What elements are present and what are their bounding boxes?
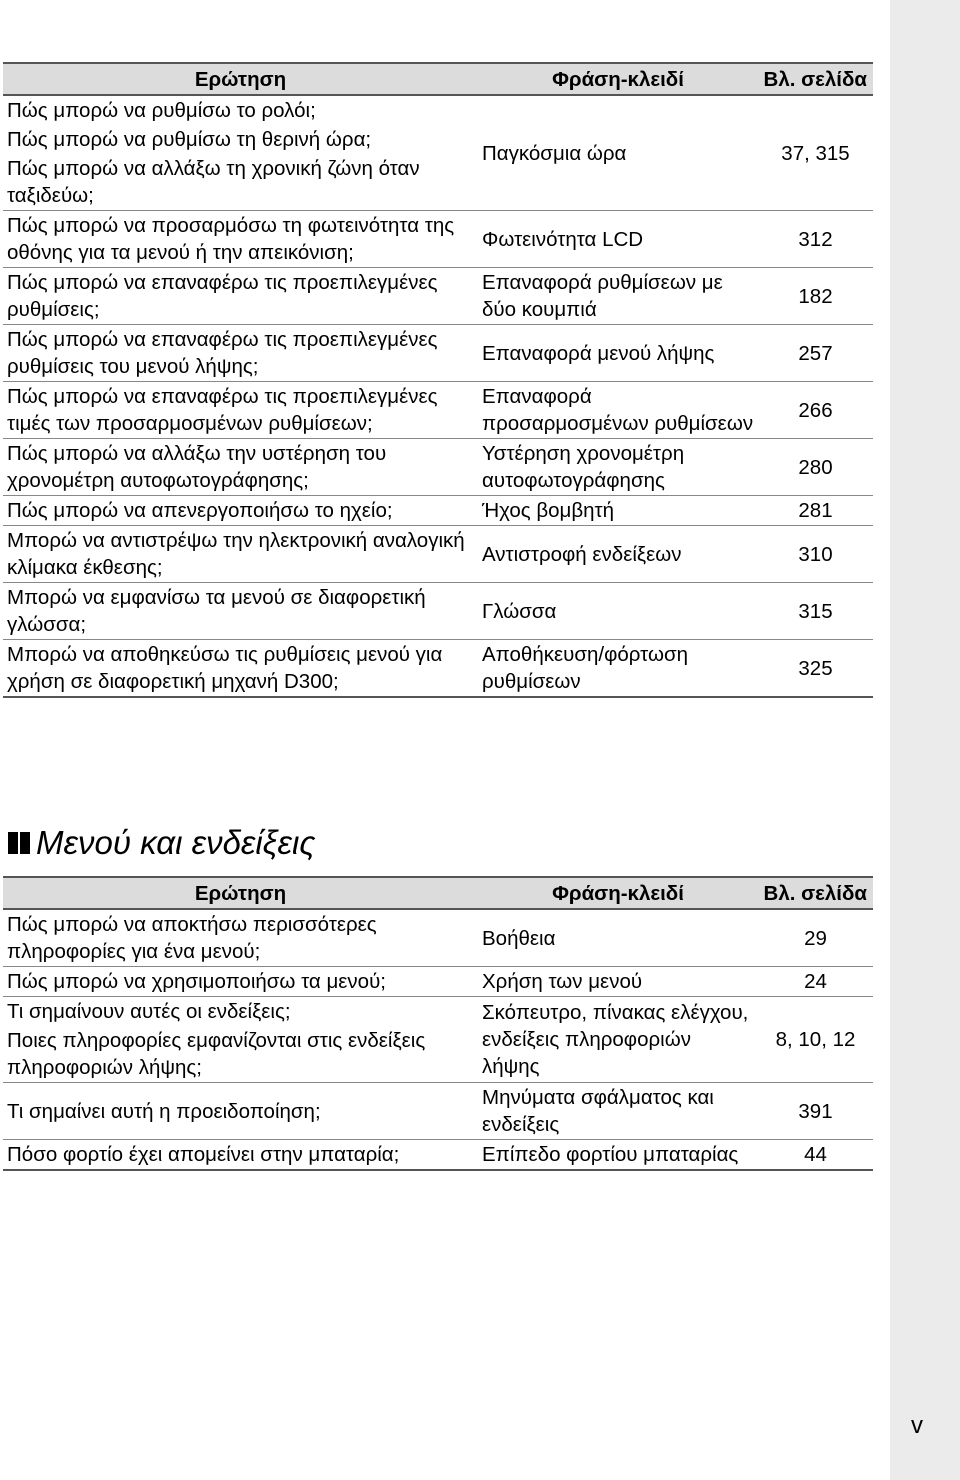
table-row: [3, 1083, 873, 1140]
table-row: [3, 909, 873, 967]
table-row: [3, 997, 873, 1027]
page-cell: 44: [758, 1140, 873, 1171]
keyword-cell: Φωτεινότητα LCD: [478, 211, 758, 268]
table-row: [3, 640, 873, 698]
keyword-cell: Βοήθεια: [478, 909, 758, 967]
page-cell: 266: [758, 382, 873, 439]
keyword-cell: Χρήση των μενού: [478, 967, 758, 997]
page-cell: 310: [758, 526, 873, 583]
header-keyword: Φράση-κλειδί: [478, 877, 758, 909]
page-cell: 257: [758, 325, 873, 382]
header-page: Βλ. σελίδα: [758, 63, 873, 95]
keyword-cell: Επαναφορά ρυθμίσεων με δύο κουμπιά: [478, 268, 758, 325]
faq-table-settings: [3, 62, 873, 698]
page-cell: 280: [758, 439, 873, 496]
page-cell: 325: [758, 640, 873, 698]
section-square-icon: [8, 832, 30, 854]
question-cell: Πώς μπορώ να απενεργοποιήσω το ηχείο;: [3, 496, 478, 526]
table-row: [3, 211, 873, 268]
page-cell: 24: [758, 967, 873, 997]
keyword-cell: Αποθήκευση/φόρτωση ρυθμίσεων: [478, 640, 758, 698]
page-number: v: [911, 1412, 923, 1439]
table-header-row: [3, 877, 873, 909]
table-row: [3, 268, 873, 325]
header-question: Ερώτηση: [3, 63, 478, 95]
question-cell: Πώς μπορώ να αποκτήσω περισσότερες πληροφορίες για ένα μενού;: [3, 909, 478, 967]
side-tab-strip: [890, 0, 960, 1480]
table-header-row: [3, 63, 873, 95]
question-cell: Πόσο φορτίο έχει απομείνει στην μπαταρία;: [3, 1140, 478, 1171]
page-cell: 281: [758, 496, 873, 526]
page-cell: 182: [758, 268, 873, 325]
question-cell: Μπορώ να εμφανίσω τα μενού σε διαφορετική γλώσσα;: [3, 583, 478, 640]
table-row: [3, 526, 873, 583]
keyword-cell: Υστέρηση χρονομέτρη αυτοφωτογράφησης: [478, 439, 758, 496]
header-page: Βλ. σελίδα: [758, 877, 873, 909]
question-cell: Ποιες πληροφορίες εμφανίζονται στις ενδείξεις πληροφοριών λήψης;: [3, 1026, 478, 1083]
page-cell: 315: [758, 583, 873, 640]
table-row: [3, 967, 873, 997]
question-cell: Πώς μπορώ να ρυθμίσω το ρολόι;: [7, 99, 316, 122]
keyword-cell: Ήχος βομβητή: [478, 496, 758, 526]
keyword-cell: Επαναφορά προσαρμοσμένων ρυθμίσεων: [478, 382, 758, 439]
question-cell: Πώς μπορώ να αλλάξω την υστέρηση του χρονομέτρη αυτοφωτογράφησης;: [3, 439, 478, 496]
table-row: [3, 382, 873, 439]
page-cell: 8, 10, 12: [758, 997, 873, 1083]
question-cell: Μπορώ να αποθηκεύσω τις ρυθμίσεις μενού για χρήση σε διαφορετική μηχανή D300;: [3, 640, 478, 698]
section-heading: [8, 824, 315, 862]
table-row: [3, 496, 873, 526]
question-cell: Πώς μπορώ να επαναφέρω τις προεπιλεγμένες ρυθμίσεις του μενού λήψης;: [3, 325, 478, 382]
keyword-cell: Επίπεδο φορτίου μπαταρίας: [478, 1140, 758, 1171]
section-title: Μενού και ενδείξεις: [36, 824, 316, 861]
keyword-cell: Γλώσσα: [478, 583, 758, 640]
question-cell: Τι σημαίνει αυτή η προειδοποίηση;: [3, 1083, 478, 1140]
table-row: [3, 325, 873, 382]
question-cell: Πώς μπορώ να ρυθμίσω τη θερινή ώρα;: [7, 128, 372, 151]
question-cell: Πώς μπορώ να προσαρμόσω τη φωτεινότητα της οθόνης για τα μενού ή την απεικόνιση;: [3, 211, 478, 268]
table-row: [3, 583, 873, 640]
faq-table-menus: [3, 876, 873, 1171]
page-cell: 29: [758, 909, 873, 967]
page-cell: 391: [758, 1083, 873, 1140]
table-row: [3, 439, 873, 496]
keyword-cell: Σκόπευτρο, πίνακας ελέγχου, ενδείξεις πληροφοριών λήψης: [478, 997, 758, 1083]
question-cell: Μπορώ να αντιστρέψω την ηλεκτρονική αναλογική κλίμακα έκθεσης;: [3, 526, 478, 583]
keyword-cell: Αντιστροφή ενδείξεων: [478, 526, 758, 583]
page-cell: 37, 315: [758, 95, 873, 211]
header-keyword: Φράση-κλειδί: [478, 63, 758, 95]
header-question: Ερώτηση: [3, 877, 478, 909]
table-row: [3, 95, 873, 125]
question-cell: Πώς μπορώ να χρησιμοποιήσω τα μενού;: [3, 967, 478, 997]
keyword-cell: Παγκόσμια ώρα: [478, 95, 758, 211]
keyword-cell: Μηνύματα σφάλματος και ενδείξεις: [478, 1083, 758, 1140]
table-row: [3, 1140, 873, 1171]
page-cell: 312: [758, 211, 873, 268]
question-cell: Πώς μπορώ να επαναφέρω τις προεπιλεγμένες ρυθμίσεις;: [3, 268, 478, 325]
question-cell: Πώς μπορώ να αλλάξω τη χρονική ζώνη όταν ταξιδεύω;: [3, 154, 478, 211]
question-cell: Πώς μπορώ να επαναφέρω τις προεπιλεγμένες τιμές των προσαρμοσμένων ρυθμίσεων;: [3, 382, 478, 439]
keyword-cell: Επαναφορά μενού λήψης: [478, 325, 758, 382]
question-cell: Τι σημαίνουν αυτές οι ενδείξεις;: [7, 1000, 291, 1023]
